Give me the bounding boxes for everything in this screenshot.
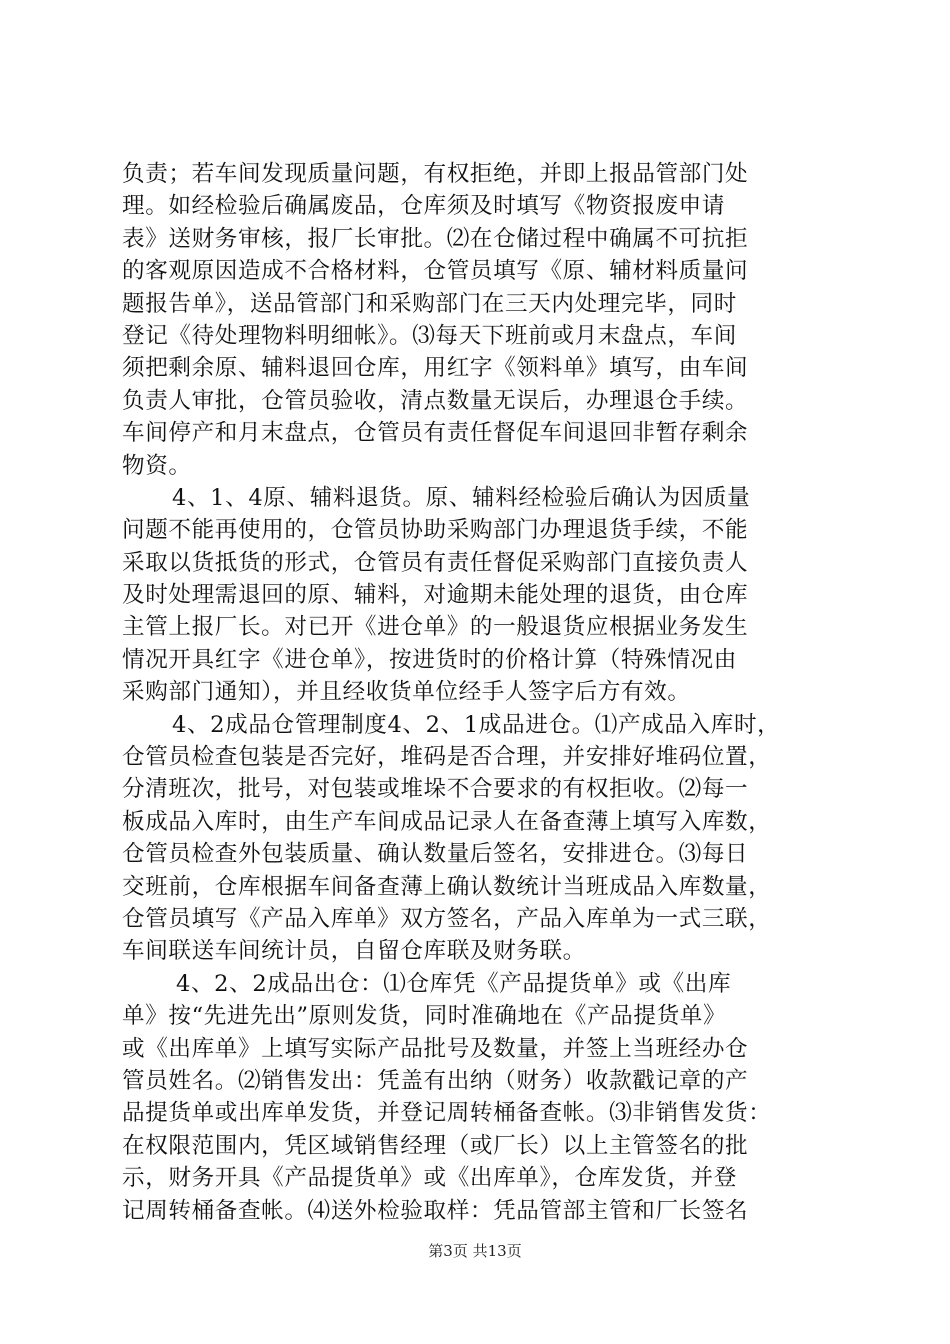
text-line: 主管上报厂长。对已开《进仓单》的一般退货应根据业务发生 — [122, 614, 749, 641]
text-line: 管员姓名。⑵销售发出：凭盖有出纳（财务）收款戳记章的产 — [122, 1067, 749, 1094]
text-line: 车间停产和月末盘点，仓管员有责任督促车间退回非暂存剩余 — [122, 420, 749, 447]
text-line: 品提货单或出库单发货，并登记周转桶备查帐。⑶非销售发货： — [122, 1100, 772, 1127]
text-line: 采购部门通知），并且经收货单位经手人签字后方有效。 — [122, 679, 691, 706]
text-line: 车间联送车间统计员，自留仓库联及财务联。 — [122, 938, 586, 965]
text-line: 问题不能再使用的，仓管员协助采购部门办理退货手续，不能 — [122, 517, 749, 544]
text-line: 记周转桶备查帐。⑷送外检验取样：凭品管部主管和厂长签名 — [122, 1197, 749, 1224]
text-line: 的客观原因造成不合格材料，仓管员填写《原、辅材料质量问 — [122, 258, 749, 285]
text-line: 仓管员检查外包装质量、确认数量后签名，安排进仓。⑶每日 — [122, 841, 749, 868]
page-number-footer: 第3页 共13页 — [428, 1242, 522, 1260]
text-line: 板成品入库时，由生产车间成品记录人在备查薄上填写入库数， — [122, 808, 772, 835]
text-line: 仓管员检查包装是否完好，堆码是否合理，并安排好堆码位置， — [122, 744, 772, 771]
text-line: 须把剩余原、辅料退回仓库，用红字《领料单》填写，由车间 — [122, 355, 749, 382]
text-line: 单》按“先进先出”原则发货，同时准确地在《产品提货单》 — [122, 1003, 727, 1030]
text-line: 及时处理需退回的原、辅料，对逾期未能处理的退货，由仓库 — [122, 582, 749, 609]
text-line: 交班前，仓库根据车间备查薄上确认数统计当班成品入库数量， — [122, 873, 772, 900]
text-line: 仓管员填写《产品入库单》双方签名，产品入库单为一式三联， — [122, 905, 772, 932]
text-line: 登记《待处理物料明细帐》。⑶每天下班前或月末盘点，车间 — [122, 322, 737, 349]
text-line: 采取以货抵货的形式，仓管员有责任督促采购部门直接负责人 — [122, 549, 749, 576]
paragraph-start-line: 4、2成品仓管理制度4、2、1成品进仓。⑴产成品入库时， — [172, 711, 781, 738]
text-line: 负责人审批，仓管员验收，清点数量无误后，办理退仓手续。 — [122, 387, 749, 414]
text-line: 物资。 — [122, 452, 192, 479]
text-line: 题报告单》，送品管部门和采购部门在三天内处理完毕，同时 — [122, 290, 737, 317]
text-line: 表》送财务审核，报厂长审批。⑵在仓储过程中确属不可抗拒 — [122, 225, 749, 252]
text-line: 理。如经检验后确属废品，仓库须及时填写《物资报废申请 — [122, 193, 726, 220]
body-text — [122, 158, 832, 1227]
text-line: 情况开具红字《进仓单》，按进货时的价格计算（特殊情况由 — [122, 646, 737, 673]
text-line: 在权限范围内，凭区域销售经理（或厂长）以上主管签名的批 — [122, 1132, 749, 1159]
text-line: 负责；若车间发现质量问题，有权拒绝，并即上报品管部门处 — [122, 161, 749, 187]
paragraph-start-line: 4、2、2成品出仓：⑴仓库凭《产品提货单》或《出库 — [176, 970, 732, 997]
text-line: 或《出库单》上填写实际产品批号及数量，并签上当班经办仓 — [122, 1035, 749, 1062]
paragraph-start-line: 4、1、4原、辅料退货。原、辅料经检验后确认为因质量 — [172, 484, 751, 511]
text-line: 分清班次，批号，对包装或堆垛不合要求的有权拒收。⑵每一 — [122, 776, 749, 803]
text-line: 示，财务开具《产品提货单》或《出库单》，仓库发货，并登 — [122, 1165, 737, 1192]
